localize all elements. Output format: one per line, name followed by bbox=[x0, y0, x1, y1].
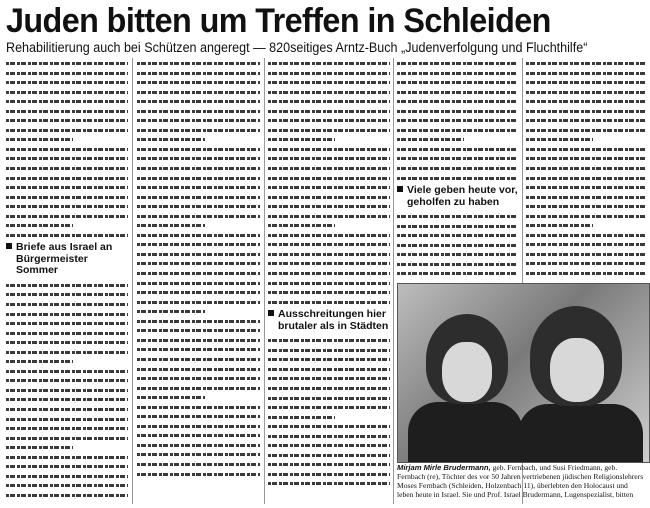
text-column-3 bbox=[268, 58, 390, 504]
body-text-line bbox=[268, 297, 390, 307]
text-column-4 bbox=[397, 58, 518, 280]
body-text-line bbox=[137, 402, 260, 412]
body-text-line bbox=[137, 58, 260, 68]
body-text-line bbox=[268, 182, 390, 192]
body-text-line bbox=[6, 480, 128, 490]
body-text-line bbox=[6, 385, 128, 395]
body-text-line bbox=[6, 201, 128, 211]
body-text-line bbox=[526, 96, 647, 106]
body-text-line bbox=[397, 278, 518, 280]
body-text-line bbox=[268, 58, 390, 68]
body-text-line bbox=[137, 306, 205, 316]
body-text-line bbox=[397, 259, 518, 269]
subhead-line: Ausschreitungen hier bbox=[278, 308, 386, 321]
body-text-line bbox=[268, 249, 390, 259]
body-text-line bbox=[137, 268, 260, 278]
body-text-line bbox=[137, 469, 260, 479]
body-text-line bbox=[397, 173, 518, 183]
body-text-line bbox=[137, 297, 260, 307]
body-text-line bbox=[268, 440, 390, 450]
body-text-line bbox=[397, 249, 518, 259]
body-text-line bbox=[6, 220, 73, 230]
body-text-line bbox=[268, 268, 390, 278]
body-text-line bbox=[268, 192, 390, 202]
body-text-line bbox=[137, 411, 260, 421]
body-text-line bbox=[268, 96, 390, 106]
photo-figure bbox=[518, 404, 643, 463]
subhead-line: Viele geben heute vor, bbox=[407, 184, 518, 197]
body-text-line bbox=[268, 354, 390, 364]
body-text-line bbox=[6, 192, 128, 202]
body-text-line bbox=[137, 239, 260, 249]
body-text-line bbox=[137, 77, 260, 87]
body-text-line bbox=[526, 258, 647, 268]
body-text-line bbox=[397, 230, 518, 240]
body-text-line bbox=[137, 440, 260, 450]
body-text-line bbox=[137, 287, 260, 297]
column-rule bbox=[264, 58, 265, 504]
body-text-line bbox=[268, 125, 390, 135]
body-text-line bbox=[397, 134, 464, 144]
body-text-line bbox=[397, 77, 518, 87]
body-text-line bbox=[268, 393, 390, 403]
body-text-line bbox=[6, 337, 128, 347]
photo-figure bbox=[550, 338, 604, 402]
body-text-line bbox=[526, 68, 647, 78]
subtitle: Rehabilitierung auch bei Schützen angeregt — 820seitiges Arntz-Buch „Judenverfolgung und Fluchthilfe“ bbox=[6, 40, 588, 55]
body-text-line bbox=[268, 230, 390, 240]
body-text-line bbox=[526, 173, 647, 183]
subhead bbox=[6, 242, 128, 277]
body-text-line bbox=[6, 347, 128, 357]
column-rule bbox=[132, 58, 133, 504]
photo-figure bbox=[442, 342, 492, 402]
body-text-line bbox=[268, 364, 390, 374]
body-text-line bbox=[397, 268, 518, 278]
body-text-line bbox=[137, 373, 260, 383]
body-text-line bbox=[137, 449, 260, 459]
body-text-line bbox=[137, 115, 260, 125]
body-text-line bbox=[6, 490, 128, 500]
body-text-line bbox=[397, 106, 518, 116]
body-text-line bbox=[397, 96, 518, 106]
body-text-line bbox=[137, 201, 260, 211]
body-text-line bbox=[6, 87, 128, 97]
body-text-line bbox=[526, 77, 647, 87]
body-text-line bbox=[268, 134, 335, 144]
body-text-line bbox=[526, 58, 647, 68]
body-text-line bbox=[137, 278, 260, 288]
body-text-line bbox=[6, 77, 128, 87]
body-text-line bbox=[137, 182, 260, 192]
body-text-line bbox=[268, 335, 390, 345]
body-text-line bbox=[268, 258, 390, 268]
body-text-line bbox=[526, 125, 647, 135]
body-text-line bbox=[6, 68, 128, 78]
body-text-line bbox=[137, 134, 205, 144]
body-text-line bbox=[137, 335, 260, 345]
body-text-line bbox=[526, 220, 593, 230]
photo-figure bbox=[408, 402, 523, 463]
body-text-line bbox=[137, 96, 260, 106]
body-text-line bbox=[6, 182, 128, 192]
text-column-5 bbox=[526, 58, 647, 280]
body-text-line bbox=[137, 344, 260, 354]
body-text-line bbox=[268, 115, 390, 125]
body-text-line bbox=[397, 221, 518, 231]
caption-line: geb. Fernbach, und Susi Friedmann, geb. bbox=[492, 463, 618, 472]
body-text-line bbox=[6, 394, 128, 404]
body-text-line bbox=[397, 240, 518, 250]
body-text-line bbox=[268, 87, 390, 97]
body-text-line bbox=[6, 58, 128, 68]
body-text-line bbox=[6, 106, 128, 116]
body-text-line bbox=[397, 87, 518, 97]
subhead-line: Bürgermeister Sommer bbox=[16, 252, 88, 277]
body-text-line bbox=[268, 459, 390, 469]
body-text-line bbox=[6, 289, 128, 299]
body-text-line bbox=[137, 430, 260, 440]
body-text-line bbox=[137, 211, 260, 221]
body-text-line bbox=[6, 125, 128, 135]
body-text-line bbox=[268, 431, 390, 441]
body-text-line bbox=[6, 211, 128, 221]
body-text-line bbox=[137, 459, 260, 469]
body-text-line bbox=[137, 383, 260, 393]
headline: Juden bitten um Treffen in Schleiden bbox=[6, 2, 551, 40]
body-text-line bbox=[6, 153, 128, 163]
body-text-line bbox=[6, 163, 128, 173]
body-text-line bbox=[6, 328, 128, 338]
body-text-line bbox=[137, 249, 260, 259]
body-text-line bbox=[268, 211, 390, 221]
body-text-line bbox=[397, 144, 518, 154]
body-text-line bbox=[6, 423, 128, 433]
body-text-line bbox=[6, 115, 128, 125]
body-text-line bbox=[6, 280, 128, 290]
body-text-line bbox=[6, 452, 128, 462]
body-text-line bbox=[6, 404, 128, 414]
subhead bbox=[268, 309, 390, 332]
body-text-line bbox=[268, 287, 390, 297]
body-text-line bbox=[268, 173, 390, 183]
body-text-line bbox=[137, 173, 260, 183]
body-text-line bbox=[137, 144, 260, 154]
body-text-line bbox=[6, 144, 128, 154]
body-text-line bbox=[268, 373, 390, 383]
body-text-line bbox=[268, 220, 335, 230]
body-text-line bbox=[268, 278, 390, 288]
caption-line: Moses Fernbach (Schleiden, Holzenbach 11), überlebten den Holocaust und bbox=[397, 481, 628, 490]
body-text-line bbox=[6, 230, 128, 240]
body-text-line bbox=[268, 450, 390, 460]
caption-line: leben heute in Israel. Sie und Prof. Israel Brudermann, Lugenspezialist, bitten bbox=[397, 490, 634, 499]
body-text-line bbox=[6, 461, 128, 471]
body-text-line bbox=[526, 201, 647, 211]
body-text-line bbox=[137, 392, 205, 402]
body-text-line bbox=[268, 421, 390, 431]
body-text-line bbox=[137, 192, 260, 202]
body-text-line bbox=[268, 163, 390, 173]
body-text-line bbox=[397, 211, 518, 221]
body-text-line bbox=[268, 77, 390, 87]
body-text-line bbox=[526, 144, 647, 154]
body-text-line bbox=[137, 87, 260, 97]
body-text-line bbox=[526, 211, 647, 221]
body-text-line bbox=[526, 182, 647, 192]
body-text-line bbox=[526, 134, 593, 144]
photo-caption bbox=[397, 463, 648, 507]
body-text-line bbox=[526, 239, 647, 249]
body-text-line bbox=[6, 318, 128, 328]
body-text-line bbox=[137, 354, 260, 364]
body-text-line bbox=[137, 220, 205, 230]
body-text-line bbox=[268, 144, 390, 154]
subhead-line: Briefe aus Israel an bbox=[16, 241, 113, 254]
body-text-line bbox=[526, 153, 647, 163]
body-text-line bbox=[6, 433, 128, 443]
body-text-line bbox=[137, 153, 260, 163]
body-text-line bbox=[6, 375, 128, 385]
body-text-line bbox=[6, 366, 128, 376]
body-text-line bbox=[6, 173, 128, 183]
body-text-line bbox=[526, 249, 647, 259]
body-text-line bbox=[526, 192, 647, 202]
body-text-line bbox=[397, 115, 518, 125]
body-text-line bbox=[268, 345, 390, 355]
body-text-line bbox=[268, 383, 390, 393]
body-text-line bbox=[397, 58, 518, 68]
body-text-line bbox=[397, 68, 518, 78]
body-text-line bbox=[268, 201, 390, 211]
body-text-line bbox=[526, 230, 647, 240]
body-text-line bbox=[137, 163, 260, 173]
body-text-line bbox=[137, 230, 260, 240]
body-text-line bbox=[526, 115, 647, 125]
body-text-line bbox=[6, 356, 73, 366]
body-text-line bbox=[137, 125, 260, 135]
body-text-line bbox=[526, 87, 647, 97]
body-text-line bbox=[268, 106, 390, 116]
column-rule bbox=[393, 58, 394, 504]
body-text-line bbox=[397, 163, 518, 173]
body-text-line bbox=[6, 96, 128, 106]
body-text-line bbox=[268, 68, 390, 78]
body-text-line bbox=[6, 134, 73, 144]
body-text-line bbox=[6, 414, 128, 424]
body-text-line bbox=[268, 412, 335, 422]
article-photo bbox=[397, 283, 650, 463]
text-column-2 bbox=[137, 58, 260, 504]
body-text-line bbox=[397, 125, 518, 135]
body-text-line bbox=[526, 106, 647, 116]
text-column-1 bbox=[6, 58, 128, 504]
body-text-line bbox=[268, 478, 390, 488]
body-text-line bbox=[137, 364, 260, 374]
body-text-line bbox=[137, 316, 260, 326]
body-text-line bbox=[268, 469, 390, 479]
body-text-line bbox=[526, 163, 647, 173]
body-text-line bbox=[268, 153, 390, 163]
caption-names: Mirjam Mirle Brudermann, bbox=[397, 463, 491, 472]
caption-line: Fernbach (re), Töchter des vor 50 Jahren vertriebenen jüdischen Religionslehrers bbox=[397, 472, 644, 481]
body-text-line bbox=[137, 68, 260, 78]
body-text-line bbox=[397, 153, 518, 163]
body-text-line bbox=[268, 239, 390, 249]
body-text-line bbox=[137, 258, 260, 268]
subhead-line: brutaler als in Städten bbox=[278, 319, 389, 332]
body-text-line bbox=[137, 325, 260, 335]
subhead-line: geholfen zu haben bbox=[407, 195, 500, 208]
body-text-line bbox=[526, 268, 647, 278]
subhead bbox=[397, 185, 518, 208]
body-text-line bbox=[6, 309, 128, 319]
body-text-line bbox=[137, 106, 260, 116]
body-text-line bbox=[137, 421, 260, 431]
body-text-line bbox=[6, 442, 73, 452]
body-text-line bbox=[268, 402, 390, 412]
body-text-line bbox=[6, 299, 128, 309]
body-text-line bbox=[6, 471, 128, 481]
